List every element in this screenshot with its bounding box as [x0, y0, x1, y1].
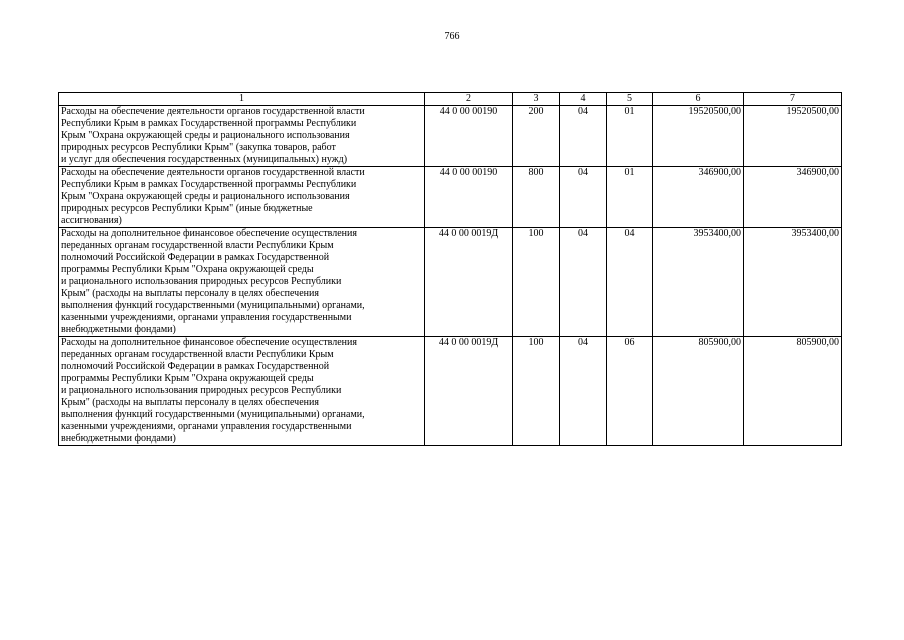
row-subsection: 01 [607, 106, 653, 167]
row-amount-col7: 805900,00 [744, 337, 842, 446]
row-section: 04 [560, 228, 607, 337]
page-number: 766 [444, 31, 460, 42]
row-amount-col6: 3953400,00 [653, 228, 744, 337]
row-description: Расходы на обеспечение деятельности органов государственной власти Республики Крым в рамках Государственной программы Республики Крым "Охрана окружающей среды и рационального использования природных ресурсов Республики Крым" (закупка товаров, работ и услуг для обеспечения государственных (муниципальных) нужд) [59, 106, 425, 167]
row-expense-type: 800 [513, 167, 560, 228]
row-section: 04 [560, 167, 607, 228]
row-amount-col6: 805900,00 [653, 337, 744, 446]
row-target-code: 44 0 00 0019Д [425, 228, 513, 337]
row-subsection: 01 [607, 167, 653, 228]
budget-table [58, 92, 842, 446]
row-subsection: 04 [607, 228, 653, 337]
header-row [59, 93, 842, 106]
row-amount-col6: 346900,00 [653, 167, 744, 228]
row-amount-col7: 3953400,00 [744, 228, 842, 337]
table-row [59, 167, 842, 228]
row-description: Расходы на обеспечение деятельности органов государственной власти Республики Крым в рамках Государственной программы Республики Крым "Охрана окружающей среды и рационального использования природных ресурсов Республики Крым" (иные бюджетные ассигнования) [59, 167, 425, 228]
table-row [59, 337, 842, 446]
table-row [59, 228, 842, 337]
row-target-code: 44 0 00 00190 [425, 167, 513, 228]
row-amount-col7: 346900,00 [744, 167, 842, 228]
column-header: 4 [560, 93, 607, 106]
row-amount-col6: 19520500,00 [653, 106, 744, 167]
row-expense-type: 200 [513, 106, 560, 167]
column-header: 7 [744, 93, 842, 106]
row-section: 04 [560, 337, 607, 446]
column-header: 6 [653, 93, 744, 106]
column-header: 3 [513, 93, 560, 106]
row-target-code: 44 0 00 00190 [425, 106, 513, 167]
row-description: Расходы на дополнительное финансовое обеспечение осуществления переданных органам государственной власти Республики Крым полномочий Российской Федерации в рамках Государственной программы Республики Крым "Охрана окружающей среды и рационального использования природных ресурсов Республики Крым" (расходы на выплаты персоналу в целях обеспечения выполнения функций государственными (муниципальными) органами, казенными учреждениями, органами управления государственными внебюджетными фондами) [59, 228, 425, 337]
row-expense-type: 100 [513, 228, 560, 337]
row-section: 04 [560, 106, 607, 167]
table-row [59, 106, 842, 167]
row-amount-col7: 19520500,00 [744, 106, 842, 167]
row-description: Расходы на дополнительное финансовое обеспечение осуществления переданных органам государственной власти Республики Крым полномочий Российской Федерации в рамках Государственной программы Республики Крым "Охрана окружающей среды и рационального использования природных ресурсов Республики Крым" (расходы на выплаты персоналу в целях обеспечения выполнения функций государственными (муниципальными) органами, казенными учреждениями, органами управления государственными внебюджетными фондами) [59, 337, 425, 446]
row-expense-type: 100 [513, 337, 560, 446]
column-header: 1 [59, 93, 425, 106]
row-target-code: 44 0 00 0019Д [425, 337, 513, 446]
column-header: 2 [425, 93, 513, 106]
row-subsection: 06 [607, 337, 653, 446]
column-header: 5 [607, 93, 653, 106]
